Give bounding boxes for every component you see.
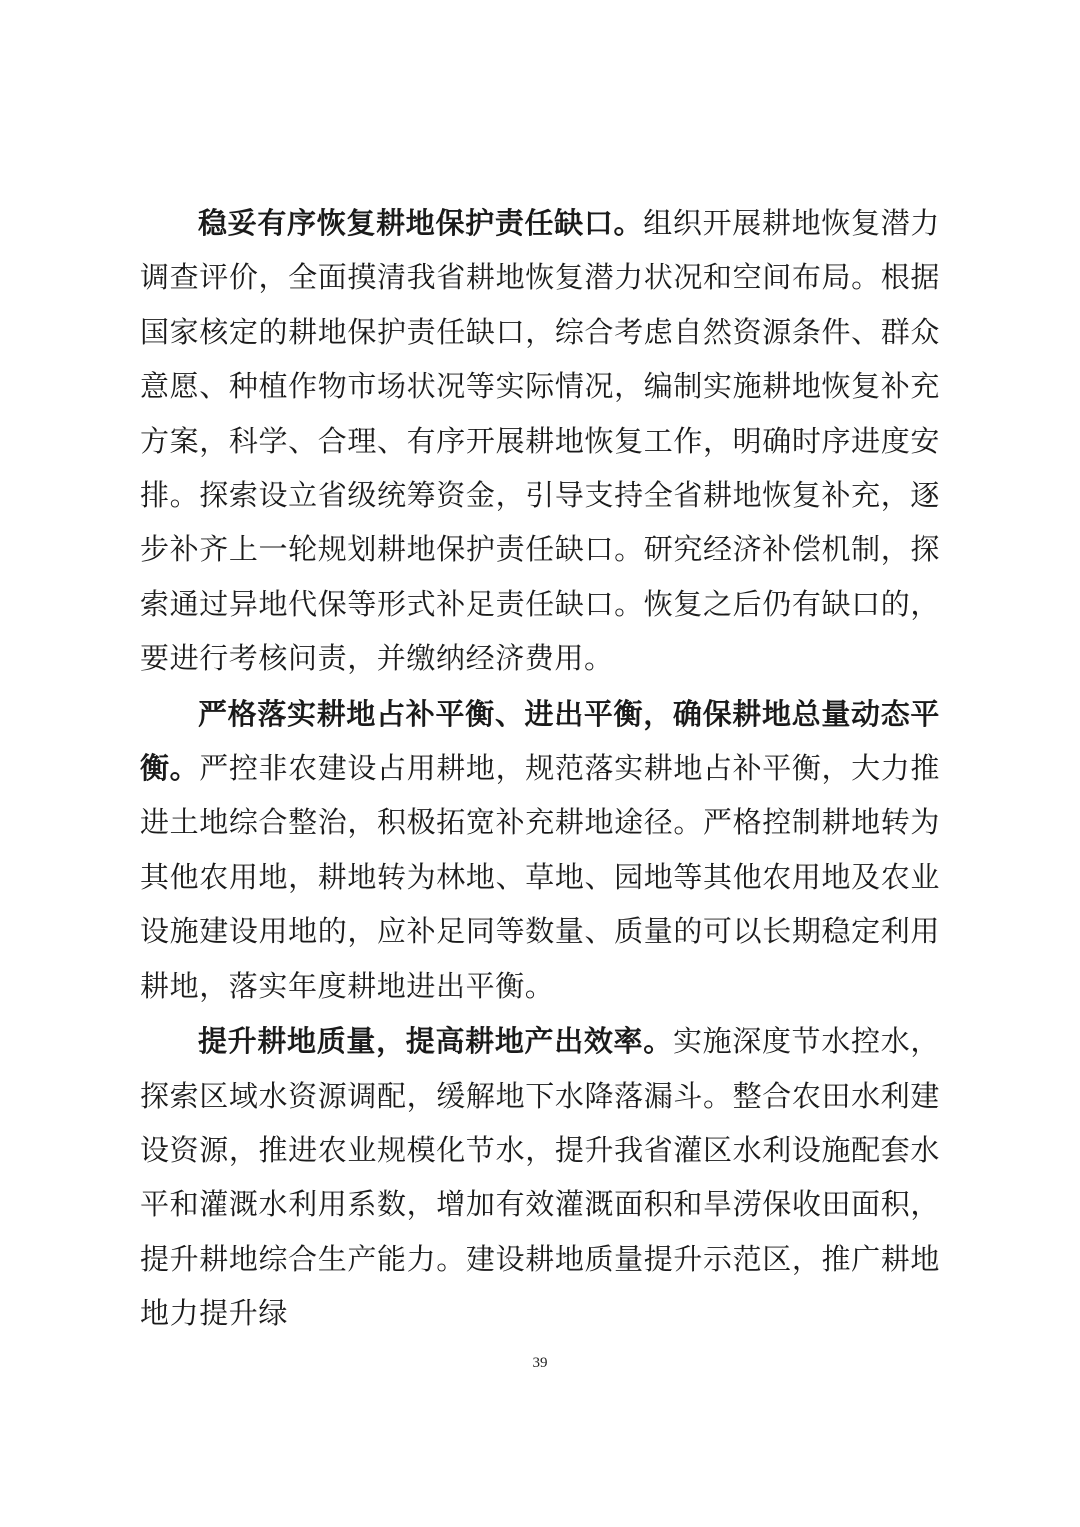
- body-text: [140, 196, 940, 1341]
- paragraph-3-lead: 提升耕地质量，提高耕地产出效率。: [198, 1024, 673, 1059]
- paragraph-2: [140, 687, 940, 1013]
- paragraph-3-text: 实施深度节水控水，探索区域水资源调配，缓解地下水降落漏斗。整合农田水利建设资源，推进农业规模化节水，提升我省灌区水利设施配套水平和灌溉水利用系数，增加有效灌溉面积和旱涝保收田面积，提升耕地综合生产能力。建设耕地质量提升示范区，推广耕地地力提升绿: [140, 1024, 940, 1331]
- paragraph-2-lead: 严格落实耕地占补平衡、进出平衡，确保耕地总量动态平衡。: [140, 696, 940, 786]
- paragraph-3: [140, 1014, 940, 1340]
- paragraph-1-lead: 稳妥有序恢复耕地保护责任缺口。: [198, 206, 644, 240]
- page-number: 39: [532, 1355, 548, 1371]
- paragraph-2-text: 严控非农建设占用耕地，规范落实耕地占补平衡，大力推进土地综合整治，积极拓宽补充耕地途径。严格控制耕地转为其他农用地，耕地转为林地、草地、园地等其他农用地及农业设施建设用地的，应补足同等数量、质量的可以长期稳定利用耕地，落实年度耕地进出平衡。: [140, 751, 940, 1003]
- paragraph-1: [140, 196, 940, 686]
- paragraph-1-text: 组织开展耕地恢复潜力调查评价，全面摸清我省耕地恢复潜力状况和空间布局。根据国家核定的耕地保护责任缺口，综合考虑自然资源条件、群众意愿、种植作物市场状况等实际情况，编制实施耕地恢复补充方案，科学、合理、有序开展耕地恢复工作，明确时序进度安排。探索设立省级统筹资金，引导支持全省耕地恢复补充，逐步补齐上一轮规划耕地保护责任缺口。研究经济补偿机制，探索通过异地代保等形式补足责任缺口。恢复之后仍有缺口的，要进行考核问责，并缴纳经济费用。: [140, 206, 940, 676]
